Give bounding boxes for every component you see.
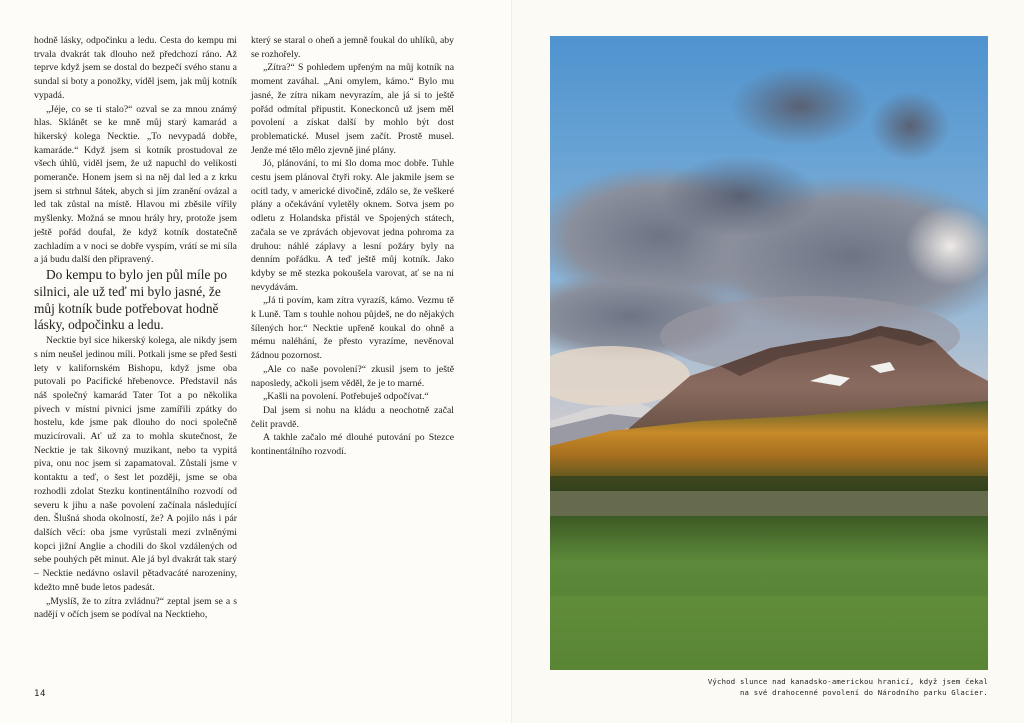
paragraph: Dal jsem si nohu na kládu a neochotně začal čelit pravdě. xyxy=(251,404,454,430)
caption-line: na své drahocenné povolení do Národního parku Glacier. xyxy=(739,687,988,697)
photo-caption xyxy=(560,677,988,699)
text-column-2 xyxy=(251,34,454,459)
paragraph: hodně lásky, odpočinku a ledu. Cesta do kempu mi trvala dvakrát tak dlouho než předchozí ráno. Až teprve když jsem se dostal do bezpečí svého stanu a sundal si boty a ponožky, viděl jsem, jak můj kotník vypadá. xyxy=(34,35,237,101)
paragraph: „Zítra?“ S pohledem upřeným na můj kotník na moment zaváhal. „Ani omylem, kámo.“ Bylo mu jasné, že zítra nikam nevyrazím, ale já si to ještě pořád odmítal připustit. Koneckonců už jsem měl povolení a získat další by mohlo být dost problematické. Musel jsem začít. Prostě musel. Jenže mé tělo mělo zjevně jiné plány. xyxy=(251,62,454,156)
pull-quote: Do kempu to bylo jen půl míle po silnici, ale už teď mi bylo jasné, že můj kotník bude potřebovat hodně lásky, odpočinku a ledu. xyxy=(34,266,228,333)
paragraph: Jó, plánování, to mi šlo doma moc dobře. Tuhle cestu jsem plánoval čtyři roky. Ale jakmile jsem se ocitl tady, v americké divočině, zdálo se, že veškeré plány a očekávání vyletěly oknem. Sotva jsem po odletu z Holandska přistál ve Spojených státech, začala se ve zprávách objevovat jedna pohroma za druhou: náhlé záplavy a lesní požáry byly na denním pořádku. A teď ještě můj kotník. Jako kdyby se mě stezka pokoušela varovat, ať se na ni nevydávám. xyxy=(251,158,454,293)
caption-line: Východ slunce nad kanadsko-americkou hranicí, když jsem čekal xyxy=(707,677,988,686)
paragraph: „Jéje, co se ti stalo?“ ozval se za mnou známý hlas. Sklánět se ke mně můj starý kamarád a hikerský kolega Necktie. „To nevypadá dobře, kamaráde.“ Když jsem si kotník prostudoval ze všech úhlů, viděl jsem, že už napuchl do velikosti pomeranče. Honem jsem si na něj dal led a z krku jsem si strhnul šátek, abych si jím zranění ovázal a led tak zůstal na místě. Hlavou mi zběsile vířily myšlenky. Možná se mnou hrály hry, protože jsem ještě pořád doufal, že když kotník dostatečně zachladím a v noci se dobře vyspím, vrátí se mi síla a já budu další den připravený. xyxy=(34,103,237,266)
text-column-1 xyxy=(34,34,237,622)
paragraph: „Kašli na povolení. Potřebuješ odpočívat.“ xyxy=(263,391,429,403)
mountain-sunrise-photo xyxy=(550,36,988,670)
paragraph: „Já ti povím, kam zítra vyrazíš, kámo. Vezmu tě k Luně. Tam s touhle nohou půjdeš, ne do nějakých šílených hor.“ Necktie upřeně koukal do ohně a mému naléhání, že přesto vyrazíme, nevěnoval žádnou pozornost. xyxy=(251,295,454,362)
paragraph: který se staral o oheň a jemně foukal do uhlíků, aby se rozhořely. xyxy=(251,35,454,60)
paragraph: „Ale co naše povolení?“ zkusil jsem to ještě naposledy, ačkoli jsem věděl, že je to marné. xyxy=(251,363,454,389)
paragraph: „Myslíš, že to zítra zvládnu?“ zeptal jsem se a s nadějí v očích jsem se podíval na Necktieho, xyxy=(34,595,237,621)
paragraph: A takhle začalo mé dlouhé putování po Stezce kontinentálního rozvodí. xyxy=(251,432,454,458)
paragraph: Necktie byl sice hikerský kolega, ale nikdy jsem s ním neušel jedinou míli. Potkali jsme se před šesti lety v kalifornském Bishopu, když jsme oba putovali po Pacifické hřebenovce. Představil nás náš společný kamarád Tater Tot a po několika pivech v místní pivnici jsme zamířili zpátky do hostelu, kde jsme pak dlouho do noci společně muzicírovali. Ať už za to mohla skutečnost, že Necktie je tak šikovný muzikant, nebo ta vypitá piva, onu noc jsem si zapamatoval. Zůstali jsme v kontaktu a teď, o šest let později, jsme se oba rozhodli zdolat Stezku kontinentálního rozvodí od severu k jihu a naše povolení začínala následující den. Šlušná shoda okolností, že? A pojilo nás i pár dalších věcí: oba jsme vyrůstali mezi zvlněnými kopci jižní Anglie a chodili do škol vzdálených od sebe pouhých pět minut. Ale já byl dvakrát tak starý – Necktie nedávno oslavil pětadvacáté narozeniny, kdežto mně bude letos padesát. xyxy=(34,335,237,593)
page-number: 14 xyxy=(34,689,47,699)
